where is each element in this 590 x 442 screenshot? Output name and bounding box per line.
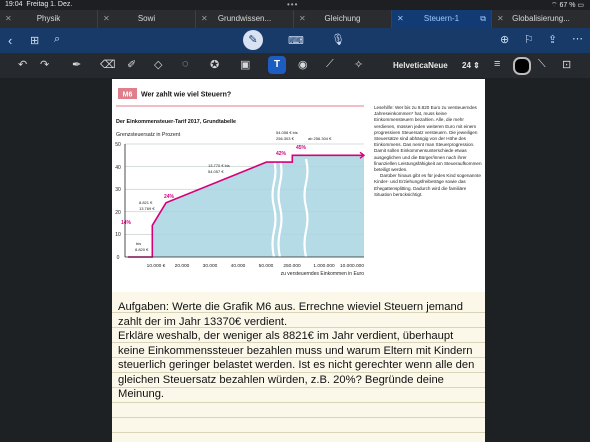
close-tab-icon[interactable]: ✕: [201, 14, 208, 23]
font-name-selector[interactable]: HelveticaNeue: [393, 61, 448, 70]
sticker-icon[interactable]: ✪: [210, 59, 220, 71]
chevron-left-icon[interactable]: ‹: [8, 33, 13, 48]
rate-label: 14%: [121, 220, 132, 226]
image-icon[interactable]: ▣: [240, 59, 251, 71]
x-tick-label: 1.000.000: [313, 264, 335, 269]
bracket-annotation: bis: [136, 241, 142, 246]
x-tick-label: 40.000: [230, 264, 246, 269]
close-tab-icon[interactable]: ✕: [299, 14, 306, 23]
color-picker[interactable]: [513, 57, 531, 75]
y-tick-label: 50: [115, 142, 121, 148]
tab-globalisierung[interactable]: ✕ Globalisierung...: [492, 10, 590, 28]
close-tab-icon[interactable]: ✕: [5, 14, 12, 23]
caption-paragraph: Lesehilfe: Wer bis zu 8.820 Euro zu versteuerndes Jahreseinkommen* hat, muss keine Einkommensteuern bezahlen. Alle, die mehr verdienen, müssen jeden weiteren Euro mit einem progressiven Steuersatz versteuern. Die jeweiligen Steuersätze sind abhängig von der Höhe des Einkommens. Das nennt man Steuerprogression. Damit sollen Einkommensunterschiede etwas ausgeglichen und die Bürger/innen nach ihrer finanziellen Leistungsfähigkeit am Steueraufkommen beteiligt werden.: [374, 105, 482, 173]
multitasking-dots-icon[interactable]: •••: [287, 0, 299, 9]
tab-physik[interactable]: ✕ Physik: [0, 10, 98, 28]
tax-rate-chart: [112, 79, 485, 292]
textbook-figure: [112, 79, 485, 292]
bracket-annotation: 8.821 €: [139, 200, 153, 205]
figure-heading: Wer zahlt wie viel Steuern?: [141, 91, 232, 99]
x-tick-label: 20.000: [174, 264, 190, 269]
bracket-annotation: 8.820 €: [135, 247, 149, 252]
y-tick-label: 30: [115, 187, 121, 193]
navigation-bar: [0, 28, 590, 53]
task-text-box[interactable]: [118, 300, 480, 402]
tab-steuern-1[interactable]: ✕ Steuern-1 ⧉: [392, 10, 492, 28]
search-icon[interactable]: ⌕: [54, 33, 61, 45]
document-tab-bar: [0, 10, 590, 28]
highlighter-icon[interactable]: ✐: [127, 59, 137, 71]
lasso-icon[interactable]: ◌: [182, 58, 189, 70]
share-icon[interactable]: ⇪: [548, 34, 558, 46]
x-tick-label: 10.000.000: [339, 264, 365, 269]
tab-gleichung[interactable]: ✕ Gleichung: [294, 10, 392, 28]
x-tick-label: 250.000: [283, 264, 301, 269]
drawing-toolbar: [0, 53, 590, 78]
rate-label: 24%: [164, 194, 175, 200]
figure-badge: M6: [122, 91, 133, 99]
add-page-icon[interactable]: ⊕: [500, 34, 510, 46]
y-tick-label: 20: [115, 210, 121, 216]
eraser-icon[interactable]: ⌫: [100, 59, 116, 71]
x-tick-label: 10.000 €: [146, 264, 166, 269]
y-tick-label: 0: [116, 255, 120, 261]
text-style-icon[interactable]: ⟍: [538, 58, 546, 70]
bracket-annotation: 13.769 €: [139, 206, 155, 211]
grid-icon[interactable]: ⊞: [30, 35, 40, 47]
text-box-icon[interactable]: ⊡: [562, 59, 572, 71]
bracket-annotation: 256.303 €: [276, 136, 294, 141]
paragraph-align-icon[interactable]: ≡: [494, 58, 501, 70]
font-size-selector[interactable]: 24 ⇕: [462, 61, 480, 70]
ruled-line: [112, 402, 485, 403]
close-tab-icon[interactable]: ✕: [397, 14, 404, 23]
figure-caption: [374, 105, 482, 198]
tab-grundwissen[interactable]: ✕ Grundwissen...: [196, 10, 294, 28]
battery-status: ⌔ 67 % ▭: [550, 2, 584, 9]
shapes-icon[interactable]: ◇: [154, 59, 163, 71]
pen-icon[interactable]: ✒: [72, 59, 82, 71]
caption-paragraph: Darüber hinaus gibt es für jedes Kind sogenannte Kinder- und Erziehungsfreibeträge sowie das Ehegattensplitting. Dadurch wird die familiäre Situation berücksichtigt.: [374, 173, 481, 197]
x-axis-label: zu versteuerndes Einkommen in Euro: [280, 271, 364, 277]
task-paragraph: Erkläre weshalb, der weniger als 8821€ im Jahr verdient, überhaupt keine Einkommenssteuer bezahlen muss und warum Eltern mit Kindern steuerlich geringer belastet werden. Ist es nicht gerechter wenn alle den gleichen Steuersatz bezahlen würden, z.B. 20%? Begründe deine Meinung.: [118, 330, 475, 400]
close-tab-icon[interactable]: ✕: [103, 14, 110, 23]
bracket-annotation: ab 256.304 €: [308, 136, 332, 141]
keyboard-icon[interactable]: ⌨: [288, 35, 304, 47]
bracket-annotation: 54.057 €: [208, 169, 224, 174]
close-tab-icon[interactable]: ✕: [497, 14, 504, 23]
microphone-icon[interactable]: 🎙: [331, 34, 345, 46]
ruled-line: [112, 417, 485, 418]
y-tick-label: 40: [115, 165, 121, 171]
y-axis-label: Grenzsteuersatz in Prozent: [116, 132, 181, 138]
bracket-annotation: 54.058 € bis: [276, 130, 298, 135]
x-tick-label: 50.000: [258, 264, 274, 269]
more-icon[interactable]: ⋯: [572, 33, 583, 45]
rate-label: 42%: [276, 151, 287, 157]
ruled-line: [112, 432, 485, 433]
bracket-annotation: 13.770 € bis: [208, 163, 230, 168]
ruler-icon[interactable]: ⟋: [326, 58, 334, 70]
rate-label: 45%: [296, 145, 307, 151]
status-bar: [0, 0, 590, 10]
chart-title: Der Einkommensteuer-Tarif 2017, Grundtabelle: [116, 119, 237, 125]
laser-pointer-icon[interactable]: ✧: [354, 59, 364, 71]
task-paragraph: Aufgaben: Werte die Grafik M6 aus. Errechne wieviel Steuern jemand zahlt der im Jahr 13370€ verdient.: [118, 301, 463, 328]
camera-icon[interactable]: ◉: [298, 59, 308, 71]
pencil-circle-icon[interactable]: ✎: [243, 30, 263, 50]
tab-sowi[interactable]: ✕ Sowi: [98, 10, 196, 28]
bookmark-icon[interactable]: ⚐: [524, 34, 534, 46]
tab-overview-icon[interactable]: ⧉: [480, 14, 486, 23]
status-time-date: 19:04 Freitag 1. Dez.: [5, 1, 73, 8]
text-tool-icon[interactable]: T: [268, 56, 286, 74]
x-tick-label: 30.000: [202, 264, 218, 269]
undo-icon[interactable]: ↶: [18, 59, 28, 71]
y-tick-label: 10: [115, 232, 121, 238]
redo-icon[interactable]: ↷: [40, 59, 50, 71]
